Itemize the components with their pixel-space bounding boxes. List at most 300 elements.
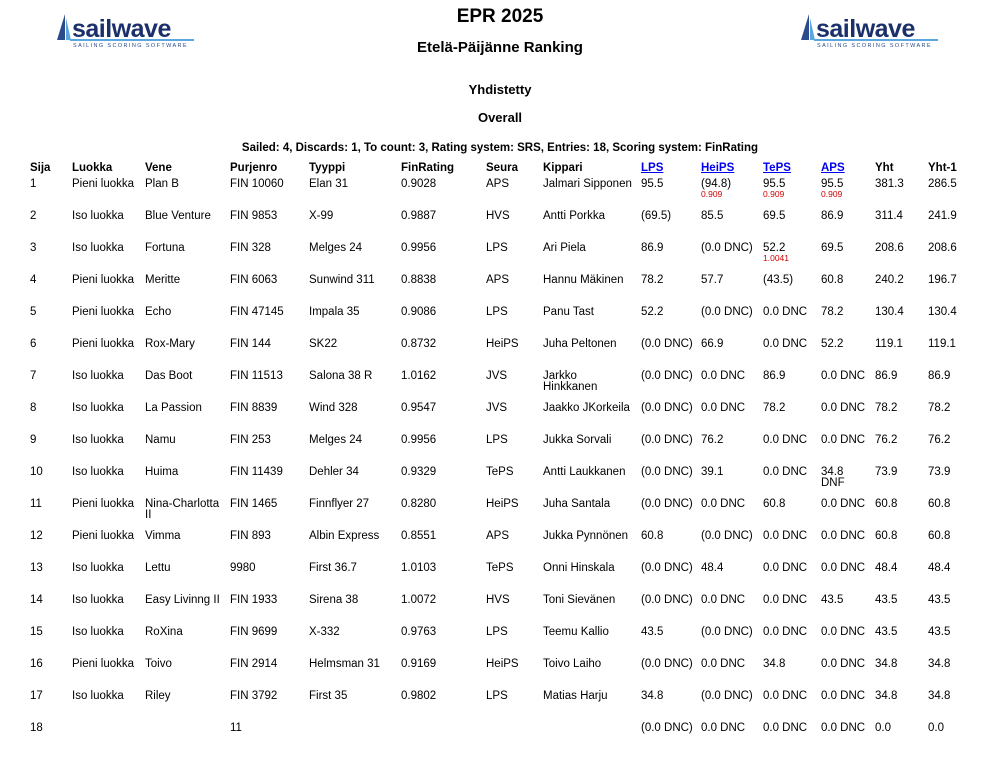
cell-finrating: 0.9086	[401, 306, 437, 318]
cell-seura: JVS	[486, 402, 508, 414]
race-score: 85.5	[701, 210, 724, 222]
race-score: 0.0 DNC	[821, 370, 866, 382]
race-score: 66.9	[701, 338, 724, 350]
race-score: (0.0 DNC)	[701, 306, 753, 318]
race-score: 39.1	[701, 466, 724, 478]
cell-teps	[759, 498, 817, 530]
cell-finrating	[397, 722, 482, 754]
cell-tyyppi	[305, 722, 397, 754]
race-score: 52.2	[763, 242, 786, 254]
cell-vene: Easy Livinng II	[145, 594, 220, 606]
cell-teps	[759, 690, 817, 722]
race-score: 0.0 DNC	[763, 562, 808, 574]
cell-luokka: Pieni luokka	[72, 274, 135, 286]
race-score: (43.5)	[763, 274, 794, 286]
cell-tyyppi: Elan 31	[309, 178, 349, 190]
cell-aps	[817, 210, 871, 242]
race-score: 60.8	[821, 274, 844, 286]
cell-yht1: 130.4	[928, 306, 957, 318]
cell-finrating: 0.9887	[401, 210, 437, 222]
cell-tyyppi: Albin Express	[309, 530, 380, 542]
cell-vene: Lettu	[145, 562, 171, 574]
cell-yht: 381.3	[875, 178, 904, 190]
race-score: 52.2	[641, 306, 664, 318]
cell-purjenro: FIN 893	[230, 530, 271, 542]
cell-yht: 60.8	[875, 530, 898, 542]
race-score: 0.0 DNC	[763, 530, 808, 542]
cell-yht1: 48.4	[928, 562, 951, 574]
cell-sija: 1	[30, 178, 37, 190]
cell-vene: Das Boot	[145, 370, 193, 382]
cell-sija: 11	[30, 498, 42, 510]
cell-aps	[817, 178, 871, 210]
col-header-lps[interactable]	[637, 160, 697, 178]
cell-teps	[759, 626, 817, 658]
cell-seura: LPS	[486, 434, 508, 446]
cell-seura: APS	[486, 178, 510, 190]
cell-yht1: 119.1	[928, 338, 956, 350]
table-row	[26, 338, 977, 370]
cell-kippari: Jukka Sorvali	[543, 434, 612, 446]
race-score: (0.0 DNC)	[701, 242, 753, 254]
cell-aps	[817, 466, 871, 498]
cell-yht: 48.4	[875, 562, 898, 574]
race-score: 60.8	[641, 530, 664, 542]
logo-wordmark: sailwave	[816, 15, 915, 43]
cell-luokka: Iso luokka	[72, 562, 124, 574]
race-score: 34.8	[641, 690, 664, 702]
cell-heips	[697, 242, 759, 274]
page-subtitle: Etelä-Päijänne Ranking	[417, 39, 583, 56]
race-score: (69.5)	[641, 210, 672, 222]
cell-luokka: Pieni luokka	[72, 306, 135, 318]
cell-heips	[697, 402, 759, 434]
race-rating-factor: 0.909	[701, 189, 723, 199]
race-score: 0.0 DNC	[701, 594, 746, 606]
cell-yht: 73.9	[875, 466, 898, 478]
cell-seura: HeiPS	[486, 658, 519, 670]
cell-kippari: Juha Peltonen	[543, 338, 617, 350]
cell-heips	[697, 274, 759, 306]
cell-luokka: Pieni luokka	[72, 658, 135, 670]
cell-vene: Toivo	[145, 658, 172, 670]
race-score: 48.4	[701, 562, 724, 574]
cell-yht1: 73.9	[928, 466, 951, 478]
cell-lps	[637, 210, 697, 242]
cell-lps	[637, 498, 697, 530]
cell-sija: 13	[30, 562, 43, 574]
race-score: (0.0 DNC)	[641, 434, 693, 446]
cell-aps	[817, 370, 871, 402]
cell-heips	[697, 370, 759, 402]
cell-sija: 3	[30, 242, 37, 254]
cell-sija: 14	[30, 594, 43, 606]
cell-lps	[637, 178, 697, 210]
race-score: (0.0 DNC)	[641, 370, 693, 382]
cell-luokka: Iso luokka	[72, 210, 124, 222]
logo-tagline: SAILING SCORING SOFTWARE	[817, 43, 932, 49]
cell-aps	[817, 402, 871, 434]
race-score: (94.8)	[701, 178, 732, 190]
cell-seura: APS	[486, 274, 510, 286]
table-row	[26, 210, 977, 242]
cell-finrating: 0.8280	[401, 498, 437, 510]
cell-tyyppi: SK22	[309, 338, 338, 350]
cell-aps	[817, 338, 871, 370]
cell-yht: 76.2	[875, 434, 898, 446]
col-header-teps[interactable]	[759, 160, 817, 178]
cell-teps	[759, 306, 817, 338]
cell-heips	[697, 530, 759, 562]
cell-kippari: Jukka Pynnönen	[543, 530, 629, 542]
cell-seura: LPS	[486, 690, 508, 702]
cell-sija: 12	[30, 530, 43, 542]
cell-luokka	[68, 722, 141, 754]
cell-luokka: Iso luokka	[72, 690, 124, 702]
race-score: 0.0 DNC	[701, 498, 746, 510]
cell-purjenro: 9980	[230, 562, 256, 574]
race-score: (0.0 DNC)	[641, 466, 693, 478]
cell-yht1: 0.0	[928, 722, 944, 734]
race-score: (0.0 DNC)	[641, 562, 693, 574]
cell-yht: 119.1	[875, 338, 903, 350]
cell-lps	[637, 274, 697, 306]
race-score: 0.0 DNC	[763, 306, 808, 318]
cell-vene: Huima	[145, 466, 179, 478]
table-row	[26, 274, 977, 306]
cell-lps	[637, 562, 697, 594]
cell-yht1: 76.2	[928, 434, 951, 446]
cell-tyyppi: First 35	[309, 690, 348, 702]
cell-finrating: 0.9028	[401, 178, 437, 190]
col-header-heips[interactable]	[697, 160, 759, 178]
cell-purjenro: FIN 3792	[230, 690, 278, 702]
col-header-finrating: FinRating	[401, 162, 455, 174]
race-score: (0.0 DNC)	[701, 626, 753, 638]
cell-purjenro: FIN 10060	[230, 178, 284, 190]
cell-aps	[817, 626, 871, 658]
cell-lps	[637, 434, 697, 466]
race-score: 95.5	[763, 178, 786, 190]
race-score: 0.0 DNC	[821, 530, 866, 542]
cell-yht1: 286.5	[928, 178, 957, 190]
cell-tyyppi: Wind 328	[309, 402, 358, 414]
col-header-luokka: Luokka	[72, 162, 113, 174]
cell-heips	[697, 658, 759, 690]
cell-sija: 6	[30, 338, 37, 350]
col-header-seura: Seura	[486, 162, 518, 174]
cell-vene: Vimma	[145, 530, 181, 542]
cell-yht1: 208.6	[928, 242, 957, 254]
cell-lps	[637, 626, 697, 658]
results-table	[26, 160, 977, 754]
race-score: 0.0 DNC	[701, 402, 746, 414]
cell-aps	[817, 434, 871, 466]
cell-seura: HeiPS	[486, 498, 519, 510]
cell-kippari: Jalmari Sipponen	[543, 178, 632, 190]
cell-luokka: Iso luokka	[72, 466, 124, 478]
cell-sija: 16	[30, 658, 43, 670]
table-row	[26, 562, 977, 594]
cell-lps	[637, 402, 697, 434]
cell-aps	[817, 594, 871, 626]
race-score: 86.9	[763, 370, 786, 382]
cell-seura: HVS	[486, 210, 510, 222]
table-row	[26, 594, 977, 626]
cell-sija: 15	[30, 626, 43, 638]
col-header-kippari: Kippari	[543, 162, 583, 174]
logo-wordmark: sailwave	[72, 15, 171, 43]
cell-teps	[759, 530, 817, 562]
cell-tyyppi: X-99	[309, 210, 334, 222]
race-score: 0.0 DNC	[821, 562, 866, 574]
cell-teps	[759, 562, 817, 594]
table-row	[26, 530, 977, 562]
cell-finrating: 0.8551	[401, 530, 437, 542]
race-score: 0.0 DNC	[821, 722, 866, 734]
cell-kippari: Matias Harju	[543, 690, 608, 702]
race-score: (0.0 DNC)	[701, 530, 753, 542]
cell-sija: 5	[30, 306, 37, 318]
cell-teps	[759, 658, 817, 690]
cell-aps	[817, 562, 871, 594]
cell-heips	[697, 210, 759, 242]
race-score: 0.0 DNC	[821, 626, 866, 638]
table-row	[26, 722, 977, 754]
race-rating-factor: 0.909	[821, 189, 843, 199]
cell-yht: 60.8	[875, 498, 898, 510]
cell-tyyppi: Impala 35	[309, 306, 360, 318]
table-row	[26, 242, 977, 274]
cell-yht1: 43.5	[928, 594, 951, 606]
cell-purjenro: FIN 9699	[230, 626, 278, 638]
cell-aps	[817, 242, 871, 274]
cell-vene: Echo	[145, 306, 172, 318]
cell-teps	[759, 434, 817, 466]
race-link-aps[interactable]: APS	[821, 162, 845, 174]
cell-heips	[697, 498, 759, 530]
col-header-tyyppi: Tyyppi	[309, 162, 346, 174]
race-score: 69.5	[763, 210, 786, 222]
col-header-vene: Vene	[145, 162, 172, 174]
race-score: (0.0 DNC)	[641, 722, 693, 734]
race-score: 52.2	[821, 338, 844, 350]
table-header-row	[26, 160, 977, 178]
cell-yht: 86.9	[875, 370, 898, 382]
race-score: (0.0 DNC)	[641, 658, 693, 670]
cell-heips	[697, 338, 759, 370]
cell-yht: 43.5	[875, 626, 898, 638]
cell-kippari: Ari Piela	[543, 242, 586, 254]
cell-luokka: Pieni luokka	[72, 338, 135, 350]
race-score: 95.5	[641, 178, 664, 190]
cell-yht1: 60.8	[928, 498, 951, 510]
cell-yht1: 43.5	[928, 626, 951, 638]
race-rating-factor: 0.909	[763, 189, 785, 199]
race-score: 43.5	[641, 626, 664, 638]
cell-yht: 34.8	[875, 690, 898, 702]
race-score: 86.9	[641, 242, 664, 254]
logo-tagline: SAILING SCORING SOFTWARE	[73, 43, 188, 49]
cell-yht1: 196.7	[928, 274, 957, 286]
cell-tyyppi: X-332	[309, 626, 340, 638]
col-header-yht: Yht	[875, 162, 894, 174]
race-score: 76.2	[701, 434, 724, 446]
table-row	[26, 690, 977, 722]
cell-yht: 130.4	[875, 306, 904, 318]
cell-yht: 43.5	[875, 594, 898, 606]
cell-luokka: Pieni luokka	[72, 178, 135, 190]
cell-teps	[759, 722, 817, 754]
cell-lps	[637, 338, 697, 370]
race-link-teps[interactable]: TePS	[763, 162, 791, 174]
cell-seura: HVS	[486, 594, 510, 606]
cell-finrating: 0.9956	[401, 242, 437, 254]
cell-tyyppi: Salona 38 R	[309, 370, 373, 382]
cell-vene: Blue Venture	[145, 210, 211, 222]
race-score: 0.0 DNC	[763, 338, 808, 350]
cell-seura: TePS	[486, 466, 514, 478]
race-score: 57.7	[701, 274, 724, 286]
cell-lps	[637, 658, 697, 690]
cell-luokka: Iso luokka	[72, 370, 124, 382]
cell-vene: Plan B	[145, 178, 179, 190]
cell-seura: LPS	[486, 626, 508, 638]
cell-tyyppi: Sirena 38	[309, 594, 359, 606]
race-score: 0.0 DNC	[821, 434, 866, 446]
cell-teps	[759, 274, 817, 306]
race-link-heips[interactable]: HeiPS	[701, 162, 735, 174]
table-row	[26, 402, 977, 434]
cell-luokka: Iso luokka	[72, 434, 124, 446]
table-body	[26, 178, 977, 754]
race-score: 34.8 DNF	[821, 466, 845, 489]
cell-yht: 0.0	[875, 722, 891, 734]
cell-tyyppi: Sunwind 311	[309, 274, 375, 286]
race-score: (0.0 DNC)	[641, 594, 693, 606]
cell-seura: JVS	[486, 370, 508, 382]
race-score: (0.0 DNC)	[701, 690, 753, 702]
race-link-lps[interactable]: LPS	[641, 162, 664, 174]
cell-teps	[759, 338, 817, 370]
race-score: 86.9	[821, 210, 844, 222]
race-score: (0.0 DNC)	[641, 402, 693, 414]
cell-yht: 78.2	[875, 402, 898, 414]
cell-heips	[697, 562, 759, 594]
race-score: 34.8	[763, 658, 786, 670]
cell-heips	[697, 626, 759, 658]
race-score: 78.2	[641, 274, 664, 286]
cell-vene: RoXina	[145, 626, 183, 638]
cell-purjenro: FIN 11513	[230, 370, 283, 382]
table-row	[26, 658, 977, 690]
cell-kippari: Antti Laukkanen	[543, 466, 626, 478]
cell-purjenro: 11	[230, 722, 242, 734]
cell-finrating: 1.0103	[401, 562, 437, 574]
cell-yht: 34.8	[875, 658, 898, 670]
cell-kippari: Toni Sievänen	[543, 594, 616, 606]
cell-tyyppi: First 36.7	[309, 562, 357, 574]
cell-finrating: 0.9763	[401, 626, 437, 638]
cell-lps	[637, 690, 697, 722]
cell-purjenro: FIN 1933	[230, 594, 278, 606]
series-summary: Sailed: 4, Discards: 1, To count: 3, Rating system: SRS, Entries: 18, Scoring system: FinRating	[241, 142, 759, 154]
cell-kippari	[539, 722, 637, 754]
cell-yht: 311.4	[875, 210, 903, 222]
cell-tyyppi: Melges 24	[309, 434, 363, 446]
cell-heips	[697, 722, 759, 754]
cell-heips	[697, 434, 759, 466]
cell-teps	[759, 466, 817, 498]
cell-teps	[759, 178, 817, 210]
table-row	[26, 370, 977, 402]
cell-vene: Nina-Charlotta II	[145, 498, 220, 521]
cell-teps	[759, 402, 817, 434]
cell-yht1: 86.9	[928, 370, 951, 382]
cell-finrating: 1.0072	[401, 594, 437, 606]
cell-kippari: Jaakko JKorkeila	[543, 402, 630, 414]
cell-lps	[637, 594, 697, 626]
cell-yht1: 34.8	[928, 690, 951, 702]
race-score: 69.5	[821, 242, 844, 254]
cell-yht1: 34.8	[928, 658, 951, 670]
cell-teps	[759, 242, 817, 274]
table-row	[26, 466, 977, 498]
cell-heips	[697, 306, 759, 338]
col-header-aps[interactable]	[817, 160, 871, 178]
table-row	[26, 306, 977, 338]
race-score: (0.0 DNC)	[641, 338, 693, 350]
race-score: 0.0 DNC	[763, 722, 808, 734]
col-header-purjenro: Purjenro	[230, 162, 278, 174]
race-score: 0.0 DNC	[701, 722, 746, 734]
cell-aps	[817, 498, 871, 530]
race-score: 0.0 DNC	[763, 434, 808, 446]
cell-lps	[637, 466, 697, 498]
cell-purjenro: FIN 11439	[230, 466, 283, 478]
cell-purjenro: FIN 328	[230, 242, 271, 254]
cell-sija: 17	[30, 690, 43, 702]
cell-tyyppi: Finnflyer 27	[309, 498, 370, 510]
cell-lps	[637, 370, 697, 402]
cell-heips	[697, 690, 759, 722]
race-score: 0.0 DNC	[821, 690, 866, 702]
cell-purjenro: FIN 253	[230, 434, 271, 446]
cell-heips	[697, 178, 759, 210]
race-score: 43.5	[821, 594, 844, 606]
cell-purjenro: FIN 6063	[230, 274, 278, 286]
col-header-sija: Sija	[30, 162, 51, 174]
cell-kippari: Panu Tast	[543, 306, 594, 318]
table-row	[26, 498, 977, 530]
fleet-heading: Yhdistetty	[468, 82, 532, 97]
race-score: 0.0 DNC	[821, 658, 866, 670]
cell-finrating: 0.9956	[401, 434, 437, 446]
cell-purjenro: FIN 1465	[230, 498, 278, 510]
cell-vene: Fortuna	[145, 242, 185, 254]
cell-sija: 10	[30, 466, 43, 478]
cell-yht: 240.2	[875, 274, 904, 286]
cell-lps	[637, 242, 697, 274]
cell-aps	[817, 722, 871, 754]
cell-finrating: 1.0162	[401, 370, 437, 382]
cell-purjenro: FIN 8839	[230, 402, 278, 414]
cell-kippari: Toivo Laiho	[543, 658, 602, 670]
cell-finrating: 0.9547	[401, 402, 437, 414]
race-score: 0.0 DNC	[763, 626, 808, 638]
cell-tyyppi: Melges 24	[309, 242, 363, 254]
cell-luokka: Iso luokka	[72, 626, 124, 638]
